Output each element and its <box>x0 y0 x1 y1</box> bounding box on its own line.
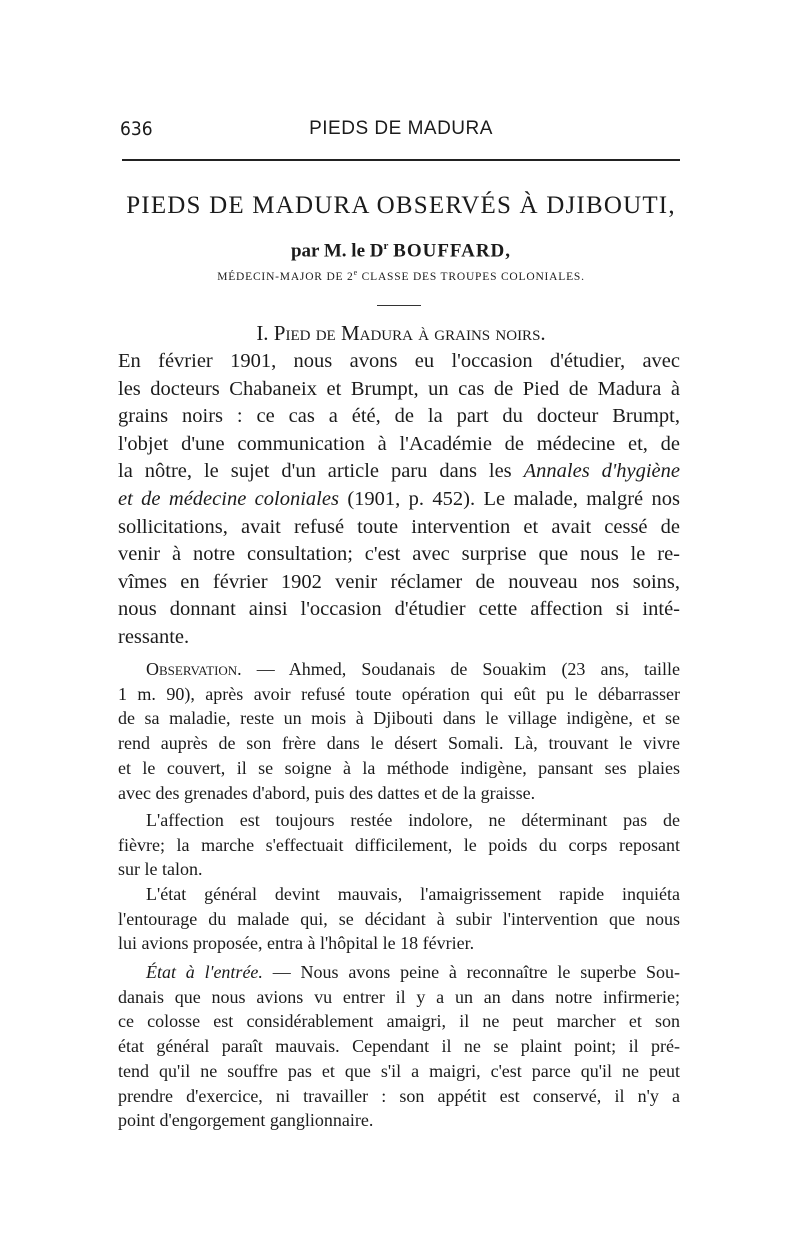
header-rule <box>122 159 680 161</box>
text-line: rend auprès de son frère dans le désert Somali. Là, trouvant le vivre <box>118 733 680 754</box>
affiliation-superscript: e <box>353 268 358 277</box>
text-line: fièvre; la marche s'effectuait difficilement, le poids du corps reposant <box>118 834 680 855</box>
text-line: vîmes en février 1902 venir réclamer de nouveau nos soins, <box>118 570 680 593</box>
paragraph-intro <box>118 348 680 652</box>
text-line: venir à notre consultation; c'est avec surprise que nous le re- <box>118 543 680 566</box>
byline-prefix: par M. le D <box>290 240 384 262</box>
byline <box>120 240 682 262</box>
paragraph-observation <box>118 657 680 805</box>
text-line: 1 m. 90), après avoir refusé toute opération qui eût pu le débarrasser <box>118 683 680 704</box>
text-line: l'entourage du malade qui, se décidant à subir l'intervention que nous <box>118 908 680 929</box>
paragraph-general-state <box>118 882 680 956</box>
text-line: l'objet d'une communication à l'Académie de médecine et, de <box>118 432 680 455</box>
journal-title-part-1: Annales d'hygiène <box>523 460 681 483</box>
text-line: nous donnant ainsi l'occasion d'étudier cette affection si inté- <box>118 598 680 621</box>
article-title: PIEDS DE MADURA OBSERVÉS À DJIBOUTI, <box>126 192 676 219</box>
text-line: ressante. <box>118 625 190 648</box>
text-line: les docteurs Chabaneix et Brumpt, un cas de Pied de Madura à <box>118 377 680 400</box>
admission-label: État à l'entrée. <box>146 962 263 982</box>
byline-superscript: r <box>383 240 389 252</box>
running-title: PIEDS DE MADURA <box>309 118 493 139</box>
text-line: point d'engorgement ganglionnaire. <box>118 1110 374 1131</box>
title-separator-rule <box>377 305 421 306</box>
paragraph-course <box>118 808 680 882</box>
text-line: L'état général devint mauvais, l'amaigrissement rapide inquiéta <box>146 884 680 904</box>
text-line: lui avions proposée, entra à l'hôpital le 18 février. <box>118 933 475 954</box>
text-fragment: — Ahmed, Soudanais de Souakim (23 ans, taille <box>241 659 680 679</box>
text-line: En février 1901, nous avons eu l'occasion d'étudier, avec <box>118 350 680 372</box>
author-affiliation <box>120 268 682 283</box>
text-fragment: (1901, p. 452). Le malade, malgré nos <box>338 487 680 510</box>
text-line: grains noirs : ce cas a été, de la part du docteur Brumpt, <box>118 405 680 428</box>
text-fragment: — Nous avons peine à reconnaître le superbe Sou- <box>262 962 680 982</box>
text-line: avec des grenades d'abord, puis des dattes et de la graisse. <box>118 782 536 803</box>
text-line: sur le talon. <box>118 859 203 880</box>
text-line: danais que nous avions vu entrer il y a un an dans notre infirmerie; <box>118 986 680 1007</box>
page-number: 636 <box>120 118 153 140</box>
author-name: BOUFFARD, <box>393 240 512 262</box>
text-line: sollicitations, avait refusé toute intervention et avait cessé de <box>118 515 680 538</box>
running-header <box>120 118 682 142</box>
text-line: état général paraît mauvais. Cependant il ne se plaint point; il pré- <box>118 1036 680 1057</box>
text-line <box>118 960 680 985</box>
text-line: tend qu'il ne souffre pas et que s'il a maigri, c'est parce qu'il ne peut <box>118 1060 680 1081</box>
text-line: de sa maladie, reste un mois à Djibouti dans le village indigène, et se <box>118 708 680 729</box>
affiliation-part-2: CLASSE DES TROUPES COLONIALES. <box>357 270 585 283</box>
text-fragment: la nôtre, le sujet d'un article paru dans les <box>118 460 512 483</box>
text-line <box>118 486 680 514</box>
journal-title-part-2: et de médecine coloniales <box>118 487 339 510</box>
observation-label: Observation. <box>146 659 242 679</box>
text-line: ce colosse est considérablement amaigri, il ne peut marcher et son <box>118 1011 680 1032</box>
text-line: et le couvert, il se soigne à la méthode indigène, pansant ses plaies <box>118 757 680 778</box>
paragraph-admission <box>118 960 680 1133</box>
affiliation-part-1: MÉDECIN-MAJOR DE 2 <box>217 270 354 283</box>
text-line: prendre d'exercice, ni travailler : son appétit est conservé, il n'y a <box>118 1085 680 1106</box>
section-heading: I. Pied de Madura à grains noirs. <box>256 321 546 345</box>
text-line <box>118 657 680 682</box>
text-line <box>118 458 680 486</box>
text-line: L'affection est toujours restée indolore, ne déterminant pas de <box>146 810 680 830</box>
